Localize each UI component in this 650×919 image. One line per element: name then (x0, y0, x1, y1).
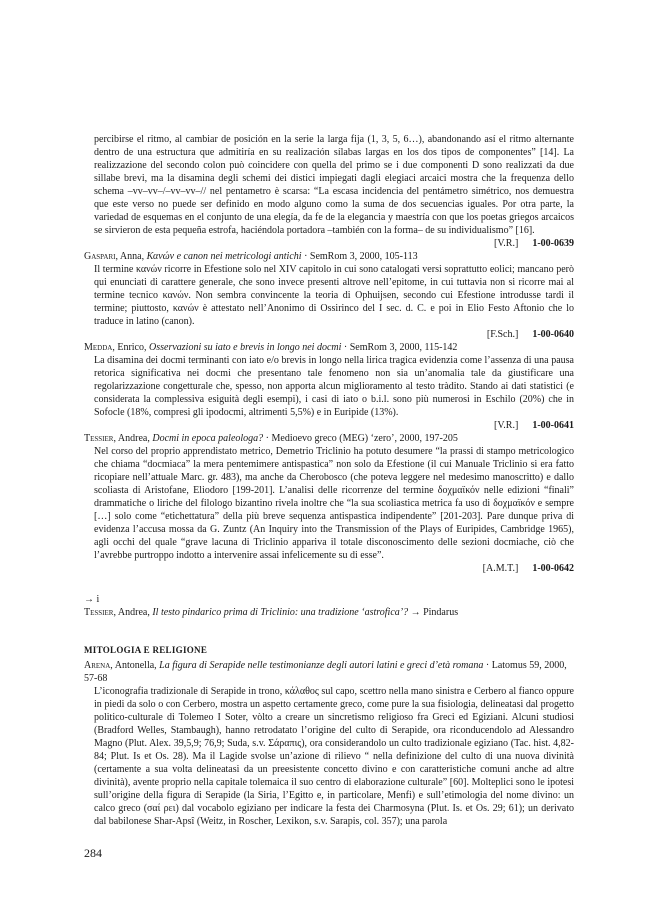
entry-title: Il testo pindarico prima di Triclinio: una tradizione ‘astrofica’? (152, 607, 409, 618)
entry-source: · Latomus 59, 2000, 57-68 (84, 660, 567, 684)
reviewer-initials: [V.R.] (494, 420, 519, 431)
entry-reference (94, 419, 574, 432)
entry-title: Κανών e canon nei metricologi antichi (146, 251, 302, 262)
entry-author: Arena (84, 660, 111, 671)
entry-code: 1-00-0639 (532, 238, 574, 249)
entry-author: Medda (84, 342, 113, 353)
reviewer-initials: [F.Sch.] (486, 329, 519, 340)
bibliography-entry (84, 659, 574, 828)
entry-header: Gaspari, Anna, Κανών e canon nei metricologi antichi · SemRom 3, 2000, 105-113 (84, 251, 418, 262)
entry-header: Arena, Antonella, La figura di Serapide nelle testimonianze degli autori latini e greci d’età romana · Latomus 59, 2000, 57-68 (84, 660, 567, 684)
entry-author: Tessier (84, 433, 114, 444)
bibliography-entry (84, 341, 574, 432)
continuation-entry (84, 133, 574, 250)
entry-author: Tessier (84, 607, 114, 618)
reviewer-initials: [A.M.T.] (482, 563, 519, 574)
entry-title: Docmi in epoca paleologa? (152, 433, 264, 444)
entry-reference (94, 237, 574, 250)
entry-source: · SemRom 3, 2000, 115-142 (341, 342, 458, 353)
entry-body: La disamina dei docmi terminanti con iato e/o brevis in longo nella lirica tragica evidenzia come l’assenza di una pausa retorica significativa nei docmi che presentano tale fenomeno non sia un’anomalia tale da giustificare una regolarizzazione congetturale che, spesso, non apporta alcun miglioramento al testo tràdito. Stando ai dati statistici (e considerata la complessiva esiguità degli esempi), i casi di iato o b.i.l. sono più numerosi in Eschilo (20%) che in Sofocle (18%, compresi gli ipodocmi, altrimenti 5,5%) e in Euripide (13%). (94, 355, 574, 418)
entry-body: Il termine κανών ricorre in Efestione solo nel XIV capitolo in cui sono catalogati versi soprattutto eolici; mancano però qui enunciati di carattere generale, che sono invece presenti altrove nell’epitome, in cui tuttavia non si ricorre mai al termine tecnico κανών. Non sembra convincente la teoria di Ophuijsen, secondo cui Efestione introdusse tardi il termine; piuttosto, κανών è attestato nell’Anonimo di Ossirinco del I sec. d. C. e poi in Elio Festo Aftonio che lo traduce in latino (canon). (94, 264, 574, 327)
cross-reference (84, 593, 574, 619)
bibliography-entry (84, 432, 574, 575)
entry-source: · SemRom 3, 2000, 105-113 (301, 251, 418, 262)
entry-title: Osservazioni su iato e brevis in longo nei docmi (149, 342, 342, 353)
section-heading: MITOLOGIA E RELIGIONE (84, 645, 208, 655)
entry-header: Tessier, Andrea, Docmi in epoca paleologa? · Medioevo greco (MEG) ‘zero’, 2000, 197-205 (84, 433, 458, 444)
entry-reference (94, 562, 574, 575)
page-number: 284 (84, 846, 102, 860)
document-page (84, 133, 574, 828)
entry-reference (94, 328, 574, 341)
entry-title: La figura di Serapide nelle testimonianze degli autori latini e greci d’età romana (159, 660, 484, 671)
entry-header: Medda, Enrico, Osservazioni su iato e brevis in longo nei docmi · SemRom 3, 2000, 115-142 (84, 342, 458, 353)
entry-code: 1-00-0642 (532, 563, 574, 574)
cross-reference-target: → Pindarus (408, 607, 459, 618)
entry-code: 1-00-0641 (532, 420, 574, 431)
entry-body: L’iconografia tradizionale di Serapide in trono, κάλαθος sul capo, scettro nella mano sinistra e Cerbero al fianco oppure in piedi da solo o con Cerbero, mostra un aspetto certamente greco, come pure la sua fisiologia, delineatasi dal progetto politico-culturale di Tolemeo I Soter, vòlto a creare un sincretismo religioso fra Greci ed Egiziani. Alcuni studiosi (Bradford Welles, Stambaugh), hanno retrodatato l’origine del culto di Serapide, ora riconducendolo ad Alessandro Magno (Plut. Alex. 39,5,9; 76,9; Suda, s.v. Σάραπις), ora considerandolo un culto tradizionale egiziano (Tac. hist. 4,82-84; Plut. Is et Os. 28). Ma il Lagide svolse un’azione di rilievo “ nella definizione del culto di una nuova divinità (certamente a sua volta delineatasi da un preesistente concetto divino e con caratteristiche comuni anche ad altre divinità), avente proprio nella capitale tolemaica il suo centro di elaborazione culturale” [60]. Molteplici sono le ipotesi sull’origine della figura di Serapide (la Siria, l’Egitto e, in particolare, Menfi) e sull’etimologia del nome divino: un calco greco (σαί ρει) dal vocabolo egiziano per indicare la festa dei Charmosyna (Plut. Is. et Os. 29; 61); un derivato dal babilonese Shar-Apsî (Weitz, in Roscher, Lexikon, s.v. Sarapis, col. 357); una parola (94, 686, 574, 827)
cross-reference-entry: Tessier, Andrea, Il testo pindarico prima di Triclinio: una tradizione ‘astrofica’? → Pindarus (84, 607, 459, 618)
entry-source: · Medioevo greco (MEG) ‘zero’, 2000, 197-205 (263, 433, 458, 444)
entry-author: Gaspari (84, 251, 116, 262)
entry-body: Nel corso del proprio apprendistato metrico, Demetrio Triclinio ha potuto desumere “la prassi di stampo metricologico che chiama “docmiaca” la mera pentemimere antispastica” non solo da Efestione (il cui Manuale Triclinio si era fatto ricopiare nell’attuale Marc. gr. 483), ma anche da Cherobosco (che poteva leggere nel medesimo manoscritto) e dallo scoliasta di Aristofane, Eliodoro [199-201]. L’analisi delle ricorrenze del termine δοχμαϊκόν nelle edizioni “finali” drammatiche o liriche del filologo bizantino rivela inoltre che “la sua scoliastica metrica fa uso di δοχμαϊκόν e sempre […] solo come “etichettatura” della più breve sequenza antispastica indipendente” [201-203]. Pare dunque priva di evidenza l’accusa mossa da G. Zuntz (An Inquiry into the Transmission of the Plays of Euripides, Cambridge 1965), agli occhi del quale “grave lacuna di Triclinio appariva il totale disconoscimento delle sezioni docmiache, ciò che l’avrebbe purtroppo indotto a intervenire assai infelicemente su di esse”. (94, 446, 574, 561)
reviewer-initials: [V.R.] (494, 238, 519, 249)
bibliography-entry (84, 250, 574, 341)
entry-body: percibirse el ritmo, al cambiar de posición en la serie la larga fija (1, 3, 5, 6…), abandonando así el ritmo alternante dentro de una estructura que admitiría en su realización sílabas largas en los dos tipos de componentes” [14]. La realizzazione del secondo colon può coincidere con quella del primo se i due componenti D sono realizzati da due sillabe brevi, ma la disamina degli schemi dei distici impiegati dagli elegiaci arcaici mostra che la frequenza dello schema –vv–vv–/–vv–vv–// nel pentametro è scarsa: “La escasa incidencia del pentámetro simétrico, nos demuestra que este verso no puede ser definido en modo alguno como la suma de dos secuencias iguales. Por otra parte, la variedad de esquemas en el conjunto de una elegía, da fe de la elegancia y maestría con que los poetas griegos arcaicos se sirvieron de esta pequeña estrofa, haciéndola portadora –también con la forma– de su individualismo” [16]. (94, 134, 574, 236)
entry-code: 1-00-0640 (532, 329, 574, 340)
cross-reference-heading: → i (84, 594, 100, 605)
